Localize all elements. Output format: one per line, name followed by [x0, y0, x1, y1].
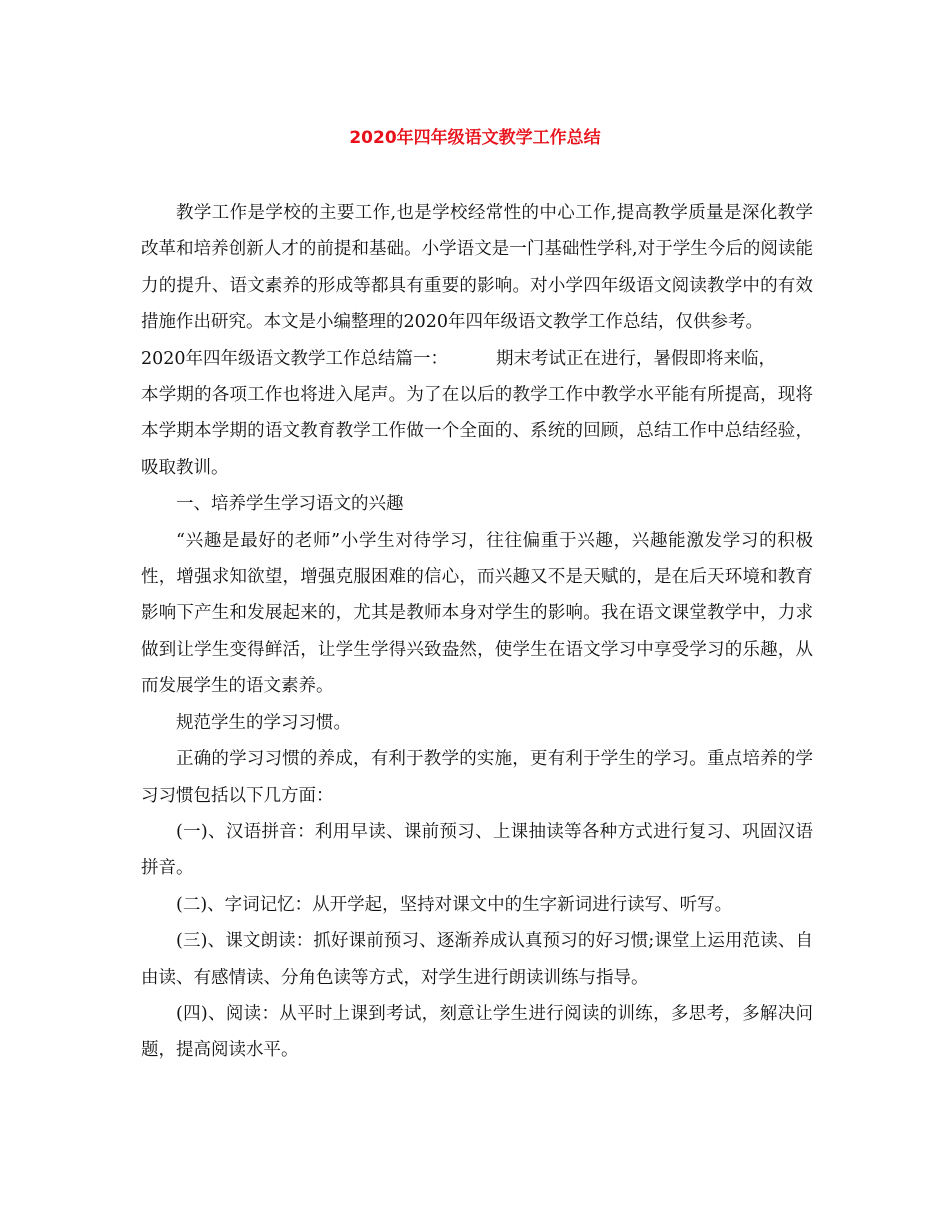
intro-paragraph: 教学工作是学校的主要工作,也是学校经常性的中心工作,提高教学质量是深化教学改革和培养创新人才的前提和基础。小学语文是一门基础性学科,对于学生今后的阅读能力的提升、语文素养的形成等都具有重要的影响。对小学四年级语文阅读教学中的有效措施作出研究。本文是小编整理的2020年四年级语文教学工作总结，仅供参考。: [141, 203, 813, 333]
list-item-reading-aloud: (三)、课文朗读：抓好课前预习、逐渐养成认真预习的好习惯;课堂上运用范读、自由读、有感情读、分角色读等方式，对学生进行朗读训练与指导。: [141, 931, 813, 988]
document-body: [141, 195, 813, 1069]
heading-interest: 一、培养学生学习语文的兴趣: [176, 494, 404, 515]
heading-habits: 规范学生的学习习惯。: [176, 712, 351, 733]
section-intro-first: 期末考试正在进行，暑假即将来临，: [496, 348, 777, 369]
section-heading-line: [141, 341, 813, 377]
interest-paragraph: “兴趣是最好的老师”小学生对待学习，往往偏重于兴趣，兴趣能激发学习的积极性，增强求知欲望，增强克服困难的信心，而兴趣又不是天赋的，是在后天环境和教育影响下产生和发展起来的，尤其是教师本身对学生的影响。我在语文课堂教学中，力求做到让学生变得鲜活，让学生学得兴致盎然，使学生在语文学习中享受学习的乐趣，从而发展学生的语文素养。: [141, 530, 813, 697]
list-item-reading: (四)、阅读：从平时上课到考试，刻意让学生进行阅读的训练，多思考，多解决问题，提高阅读水平。: [141, 1003, 813, 1061]
section-intro-paragraph: 本学期的各项工作也将进入尾声。为了在以后的教学工作中教学水平能有所提高，现将本学期本学期的语文教育教学工作做一个全面的、系统的回顾，总结工作中总结经验，吸取教训。: [141, 385, 813, 478]
document-title: 2020年四年级语文教学工作总结: [349, 128, 601, 148]
section-heading: 2020年四年级语文教学工作总结篇一：: [141, 348, 449, 369]
habits-paragraph: 正确的学习习惯的养成，有利于教学的实施，更有利于学生的学习。重点培养的学习习惯包括以下几方面：: [141, 749, 813, 806]
list-item-pinyin: (一)、汉语拼音：利用早读、课前预习、上课抽读等各种方式进行复习、巩固汉语拼音。: [141, 821, 813, 879]
list-item-words: (二)、字词记忆：从开学起，坚持对课文中的生字新词进行读写、听写。: [176, 894, 733, 915]
